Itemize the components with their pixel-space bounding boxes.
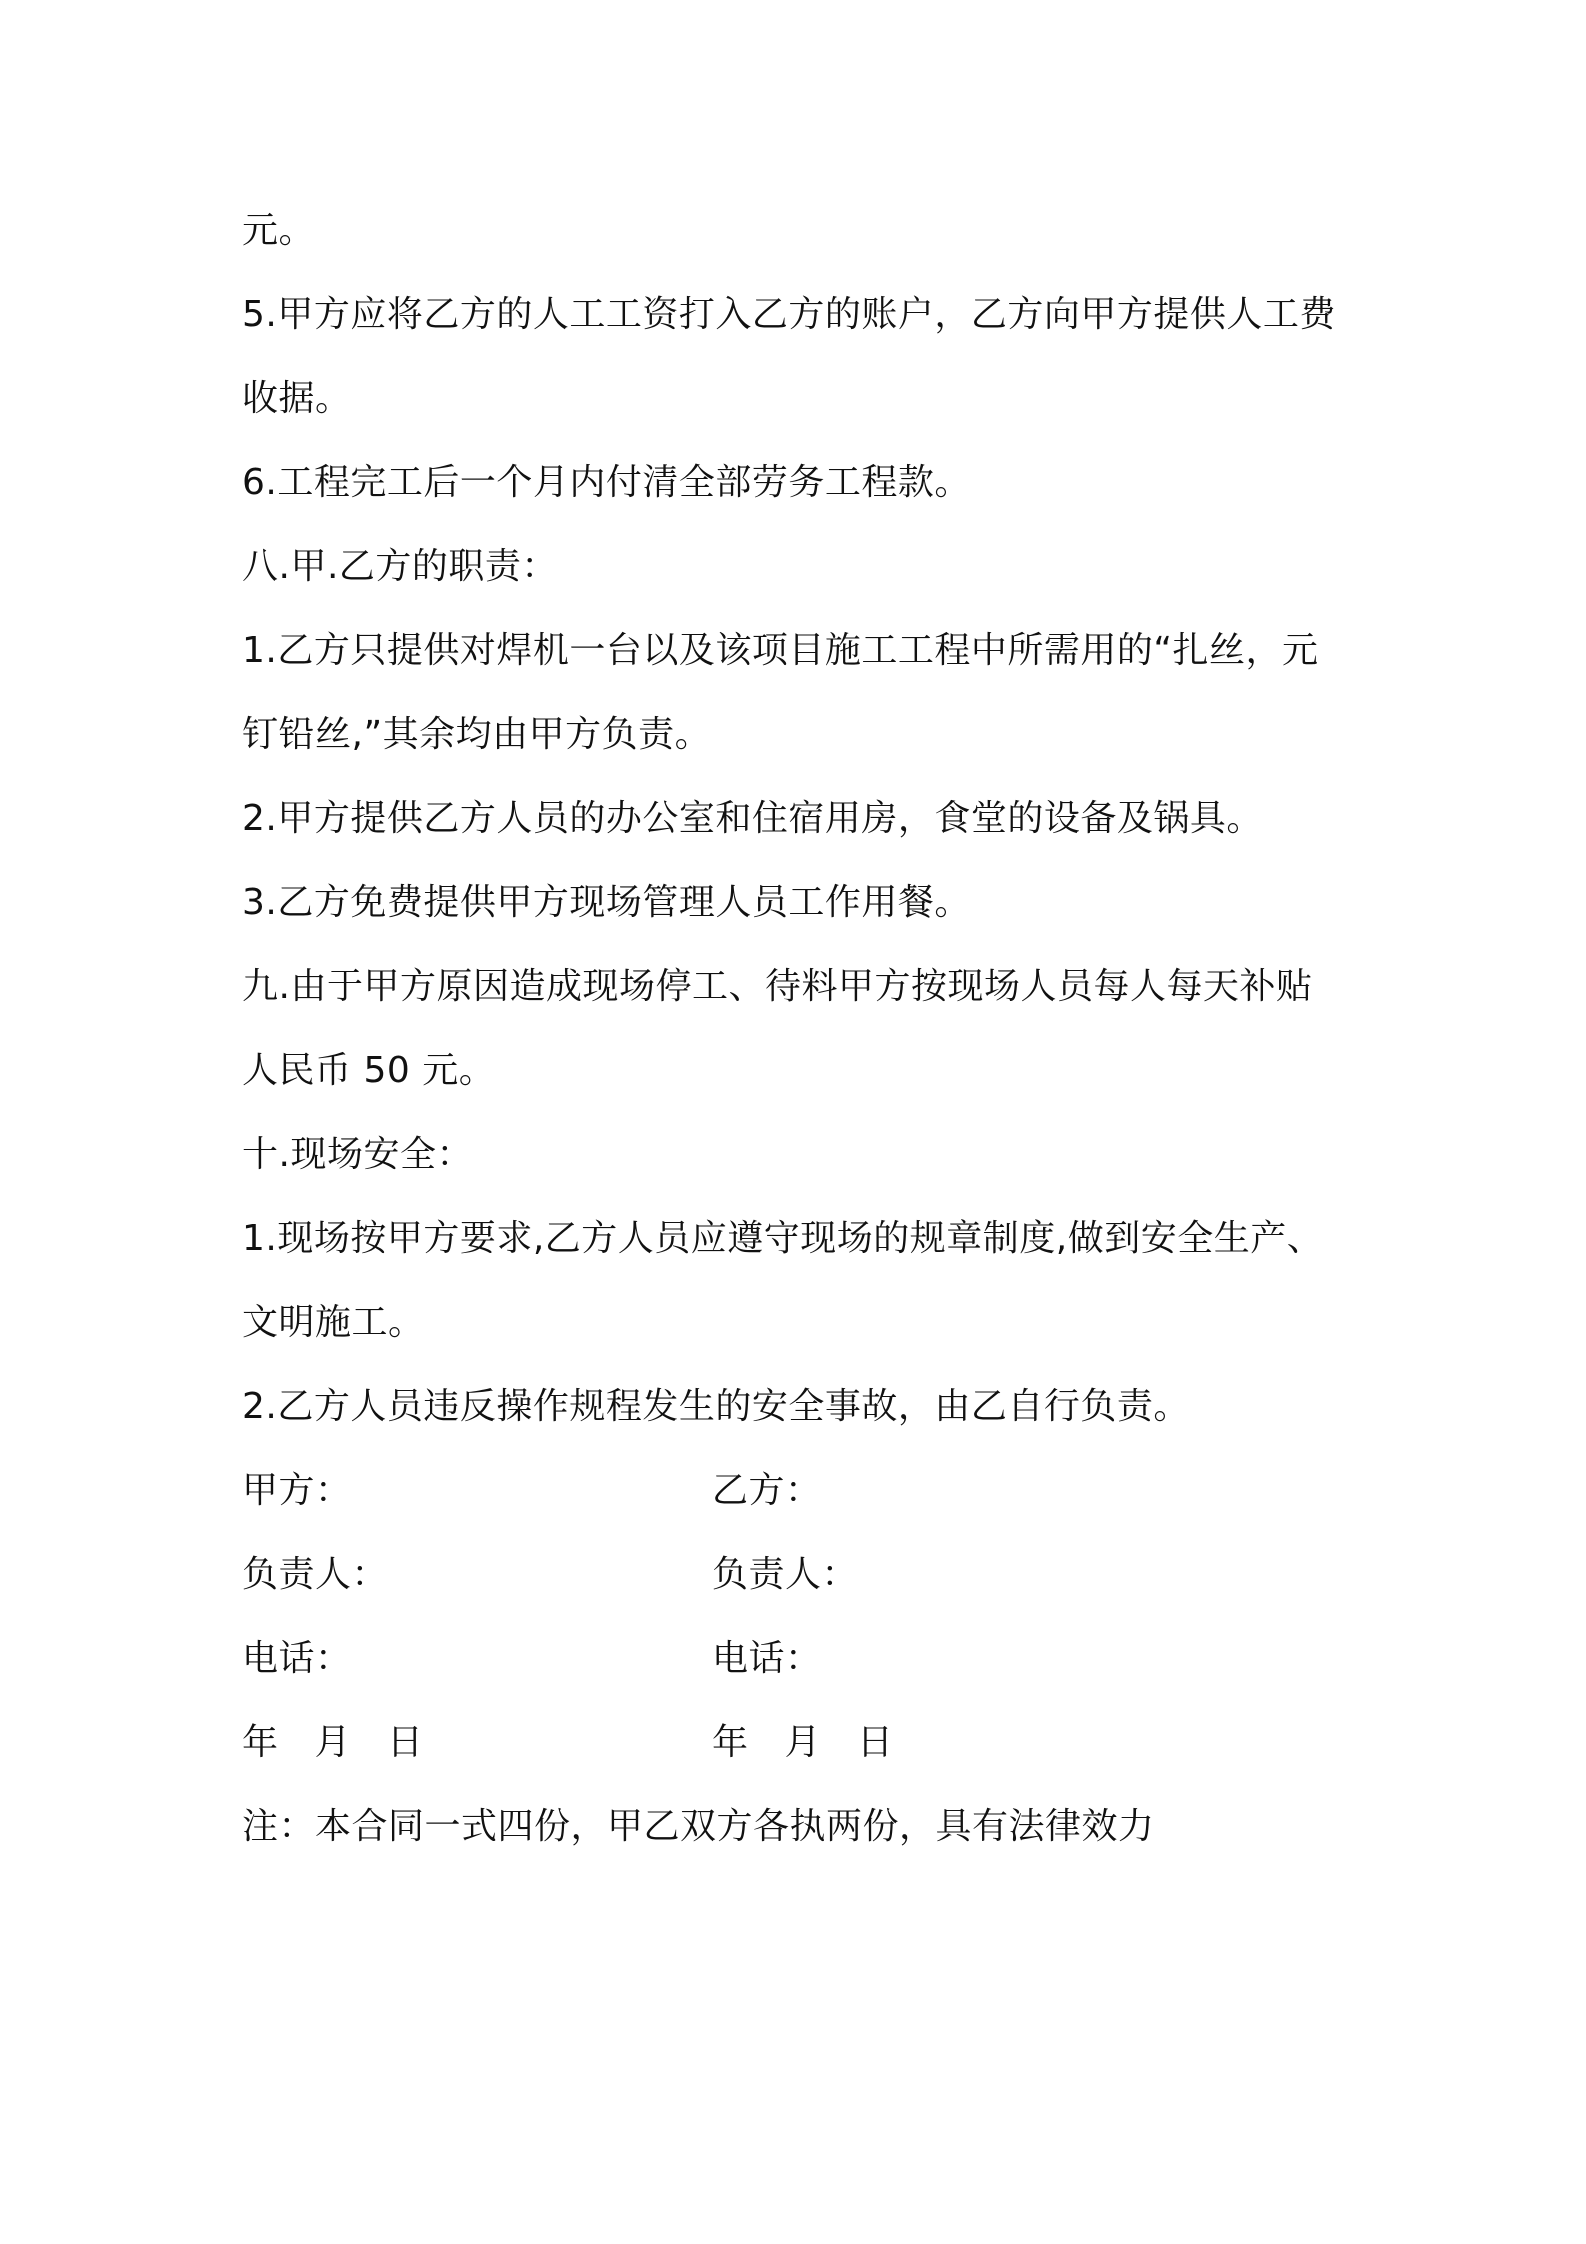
contract-note: 注：本合同一式四份，甲乙双方各执两份，具有法律效力 (242, 1806, 1155, 1847)
party-b-phone: 电话： (712, 1638, 822, 1679)
section-heading-9: 九.由于甲方原因造成现场停工、待料甲方按现场人员每人每天补贴 (242, 966, 1313, 1007)
party-a-phone: 电话： (242, 1638, 352, 1679)
party-a-label: 甲方： (242, 1470, 352, 1511)
party-b-label: 乙方： (712, 1470, 822, 1511)
party-b-date (712, 1719, 894, 1767)
section-heading-10: 十.现场安全： (242, 1134, 473, 1175)
section-heading-8: 八.甲.乙方的职责： (242, 546, 558, 587)
text-line-6: 1.乙方只提供对焊机一台以及该项目施工工程中所需用的“扎丝，元 (242, 630, 1319, 671)
text-line-11: 人民币 50 元。 (242, 1050, 496, 1091)
party-b-month: 月 (784, 1722, 822, 1763)
text-line-3: 收据。 (242, 378, 352, 419)
party-a-date (242, 1719, 424, 1767)
party-a-month: 月 (314, 1722, 352, 1763)
party-a-day: 日 (387, 1722, 424, 1763)
party-a-responsible: 负责人： (242, 1554, 389, 1595)
text-line-8: 2.甲方提供乙方人员的办公室和住宿用房，食堂的设备及锅具。 (242, 798, 1263, 839)
party-b-year: 年 (712, 1722, 749, 1763)
text-line-7: 钉铅丝,”其余均由甲方负责。 (242, 714, 712, 755)
party-b-day: 日 (857, 1722, 894, 1763)
party-a-year: 年 (242, 1722, 279, 1763)
text-line-15: 2.乙方人员违反操作规程发生的安全事故，由乙自行负责。 (242, 1386, 1190, 1427)
text-line-4: 6.工程完工后一个月内付清全部劳务工程款。 (242, 462, 971, 503)
text-line-14: 文明施工。 (242, 1302, 425, 1343)
text-line-2: 5.甲方应将乙方的人工工资打入乙方的账户，乙方向甲方提供人工费 (242, 294, 1336, 335)
text-line-1: 元。 (242, 210, 316, 251)
party-b-responsible: 负责人： (712, 1554, 859, 1595)
text-line-13: 1.现场按甲方要求,乙方人员应遵守现场的规章制度,做到安全生产、 (242, 1218, 1324, 1259)
text-line-9: 3.乙方免费提供甲方现场管理人员工作用餐。 (242, 882, 971, 923)
